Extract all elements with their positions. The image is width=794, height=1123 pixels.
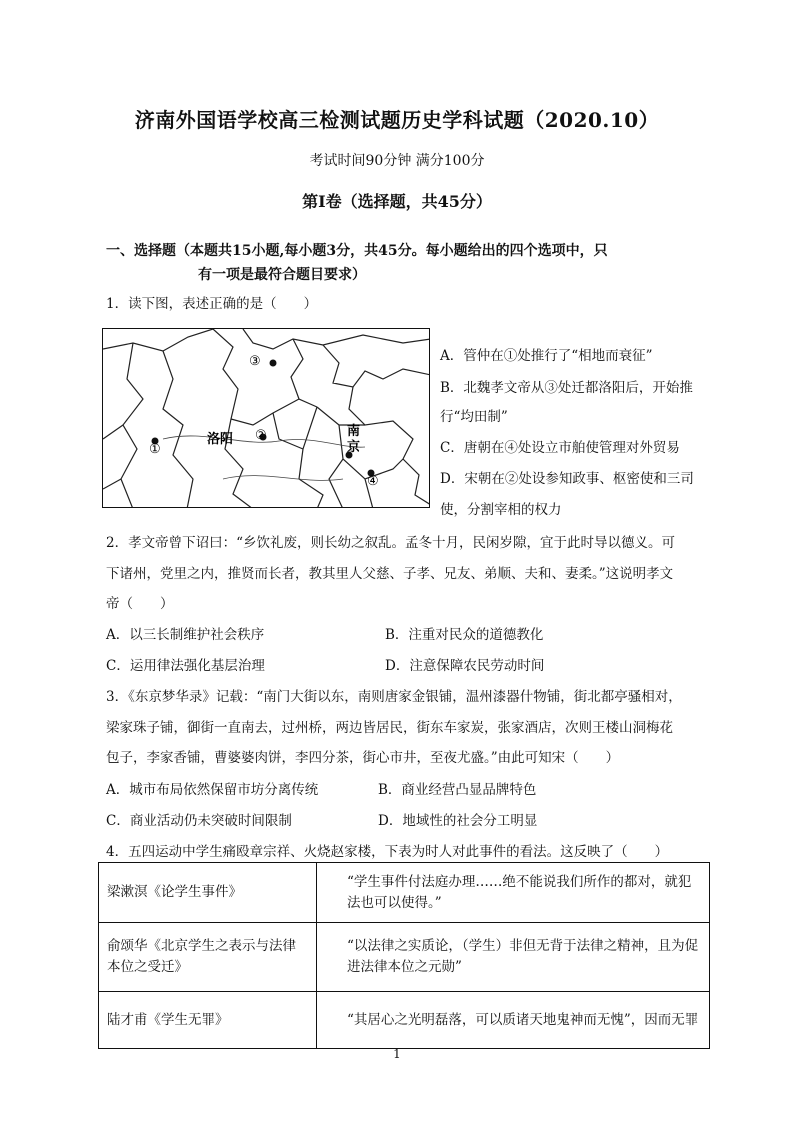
map-label-4: ④	[367, 474, 379, 489]
page-title: 济南外国语学校高三检测试题历史学科试题（2020.10）	[134, 108, 660, 132]
volume-heading: 第Ⅰ卷（选择题，共45分）	[302, 192, 492, 211]
question-3-line-3: 包子，李家香铺，曹婆婆肉饼，李四分茶，街心市井，至夜尤盛。”由此可知宋（ ）	[106, 750, 620, 766]
point-3-dot	[270, 360, 277, 367]
table-cell-quote: “学生事件付法庭办理……绝不能说我们所作的都对，就犯法也可以使得。”	[317, 863, 710, 923]
map-label-2: ②	[255, 428, 267, 443]
q1-option-b-continued: 行“均田制”	[440, 409, 508, 425]
question-4-table	[98, 862, 710, 1049]
question-3-line-2: 梁家珠子铺，御街一直南去，过州桥，两边皆居民，街东车家炭，张家酒店，次则王楼山洞梅花	[106, 720, 673, 736]
question-3-line-1: 3．《东京梦华录》记载：“南门大街以东，南则唐家金银铺，温州漆器什物铺，街北都亭骚相对，	[106, 689, 682, 705]
q3-option-a: A．城市布局依然保留市坊分离传统	[106, 782, 319, 798]
china-map-figure	[103, 329, 430, 508]
q2-option-c: C．运用律法强化基层治理	[106, 658, 265, 674]
section-heading-continued: 有一项是最符合题目要求）	[198, 267, 366, 283]
question-1-map	[102, 328, 430, 508]
q1-option-d: D．宋朝在②处设参知政事、枢密使和三司	[440, 471, 694, 487]
table-row	[99, 992, 710, 1049]
table-row	[99, 863, 710, 923]
q3-option-c: C．商业活动仍未突破时间限制	[106, 813, 292, 829]
q1-option-c: C．唐朝在④处设立市舶使管理对外贸易	[440, 440, 680, 456]
map-label-nanjing-1: 南	[347, 424, 361, 439]
table-cell-source: 俞颂华《北京学生之表示与法律本位之受迁》	[99, 923, 317, 992]
q1-option-b: B．北魏孝文帝从③处迁都洛阳后，开始推	[440, 380, 693, 396]
map-label-nanjing-2: 京	[347, 440, 361, 455]
page-number: 1	[393, 1047, 401, 1061]
question-2-line-3: 帝（ ）	[106, 596, 174, 612]
section-heading: 一、选择题（本题共15小题,每小题3分，共45分。每小题给出的四个选项中，只	[106, 243, 608, 259]
table-cell-source: 陆才甫《学生无罪》	[99, 992, 317, 1049]
table-cell-quote: “其居心之光明磊落，可以质诸天地鬼神而无愧”，因而无罪	[317, 992, 710, 1049]
table-row	[99, 923, 710, 992]
q1-option-a: A．管仲在①处推行了“相地而衰征”	[440, 348, 653, 364]
map-label-3: ③	[249, 354, 261, 369]
exam-info: 考试时间90分钟 满分100分	[309, 153, 485, 169]
map-label-luoyang: 洛阳	[207, 432, 234, 447]
question-2-line-2: 下诸州，党里之内，推贤而长者，教其里人父慈、子孝、兄友、弟顺、夫和、妻柔。”这说明孝文	[106, 566, 674, 582]
q3-option-b: B．商业经营凸显品牌特色	[378, 782, 537, 798]
q1-option-d-continued: 使，分割宰相的权力	[440, 502, 562, 518]
map-label-1: ①	[149, 442, 161, 457]
q3-option-d: D．地域性的社会分工明显	[378, 813, 538, 829]
question-4-stem: 4．五四运动中学生痛殴章宗祥、火烧赵家楼，下表为时人对此事件的看法。这反映了（ ）	[106, 844, 669, 860]
q2-option-b: B．注重对民众的道德教化	[385, 627, 544, 643]
q2-option-a: A．以三长制维护社会秩序	[106, 627, 265, 643]
question-2-line-1: 2．孝文帝曾下诏曰：“乡饮礼废，则长幼之叙乱。孟冬十月，民闲岁隙，宜于此时导以德义。可	[106, 535, 675, 551]
table-cell-quote: “以法律之实质论，（学生）非但无背于法律之精神，且为促进法律本位之元勋”	[317, 923, 710, 992]
question-1-stem: 1．读下图，表述正确的是（ ）	[106, 296, 318, 312]
table-cell-source: 梁漱溟《论学生事件》	[99, 863, 317, 923]
q2-option-d: D．注意保障农民劳动时间	[385, 658, 545, 674]
